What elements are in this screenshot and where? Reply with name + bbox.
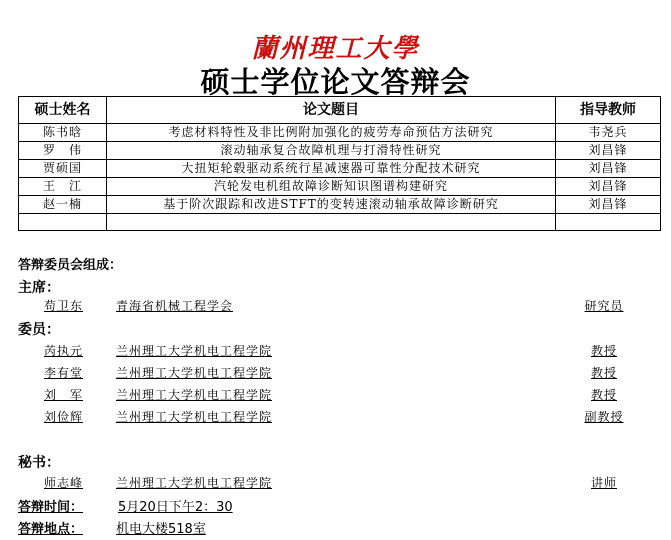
defense-place-label: 答辩地点： — [18, 522, 84, 537]
member-title: 教授 — [590, 366, 617, 380]
student-name: 陈书晗 — [19, 124, 107, 142]
secretary-label: 秘书： — [18, 455, 60, 471]
column-header-topic: 论文题目 — [107, 97, 556, 124]
student-name: 王 江 — [19, 178, 107, 196]
table-row — [19, 142, 661, 160]
member-title: 教授 — [590, 344, 617, 358]
chair-name: 苟卫东 — [44, 299, 84, 313]
column-header-advisor: 指导教师 — [556, 97, 661, 124]
table-row — [19, 196, 661, 214]
member-name: 刘 军 — [44, 388, 84, 402]
advisor-name: 韦尧兵 — [556, 124, 661, 142]
thesis-topic: 滚动轴承复合故障机理与打滑特性研究 — [107, 142, 556, 160]
thesis-topic — [107, 214, 556, 231]
members-label: 委员： — [18, 322, 60, 338]
student-name: 罗 伟 — [19, 142, 107, 160]
member-name: 李有堂 — [44, 366, 84, 380]
table-row — [19, 160, 661, 178]
advisor-name: 刘昌锋 — [556, 178, 661, 196]
thesis-topic: 考虑材料特性及非比例附加强化的疲劳寿命预估方法研究 — [107, 124, 556, 142]
table-row-empty — [19, 214, 661, 231]
member-name: 芮执元 — [44, 344, 84, 358]
member-org: 兰州理工大学机电工程学院 — [116, 410, 273, 424]
member-title: 副教授 — [584, 410, 624, 424]
member-org: 兰州理工大学机电工程学院 — [116, 366, 273, 380]
defense-time-value: 5月20日下午2：30 — [118, 500, 233, 515]
secretary-title: 讲师 — [590, 476, 617, 490]
advisor-name — [556, 214, 661, 231]
secretary-org: 兰州理工大学机电工程学院 — [116, 476, 273, 490]
advisor-name: 刘昌锋 — [556, 196, 661, 214]
chair-org: 青海省机械工程学会 — [116, 299, 234, 313]
thesis-topic: 汽轮发电机组故障诊断知识图谱构建研究 — [107, 178, 556, 196]
thesis-table — [18, 96, 661, 231]
chair-label: 主席： — [18, 280, 60, 296]
advisor-name: 刘昌锋 — [556, 142, 661, 160]
table-header-row — [19, 97, 661, 124]
table-row — [19, 178, 661, 196]
defense-place-value: 机电大楼518室 — [116, 522, 206, 537]
advisor-name: 刘昌锋 — [556, 160, 661, 178]
column-header-student: 硕士姓名 — [19, 97, 107, 124]
student-name: 贾硕国 — [19, 160, 107, 178]
member-name: 刘俭辉 — [44, 410, 84, 424]
secretary-name: 师志峰 — [44, 476, 84, 490]
member-org: 兰州理工大学机电工程学院 — [116, 344, 273, 358]
member-org: 兰州理工大学机电工程学院 — [116, 388, 273, 402]
defense-time-label: 答辩时间： — [18, 500, 84, 515]
student-name: 赵一楠 — [19, 196, 107, 214]
chair-title: 研究员 — [584, 299, 624, 313]
page-title: 硕士学位论文答辩会 — [200, 65, 471, 99]
thesis-topic: 大扭矩轮毂驱动系统行星减速器可靠性分配技术研究 — [107, 160, 556, 178]
table-row — [19, 124, 661, 142]
committee-heading: 答辩委员会组成： — [18, 258, 123, 273]
student-name — [19, 214, 107, 231]
university-logo: 蘭州理工大學 — [251, 34, 420, 64]
thesis-topic: 基于阶次跟踪和改进STFT的变转速滚动轴承故障诊断研究 — [107, 196, 556, 214]
member-title: 教授 — [590, 388, 617, 402]
